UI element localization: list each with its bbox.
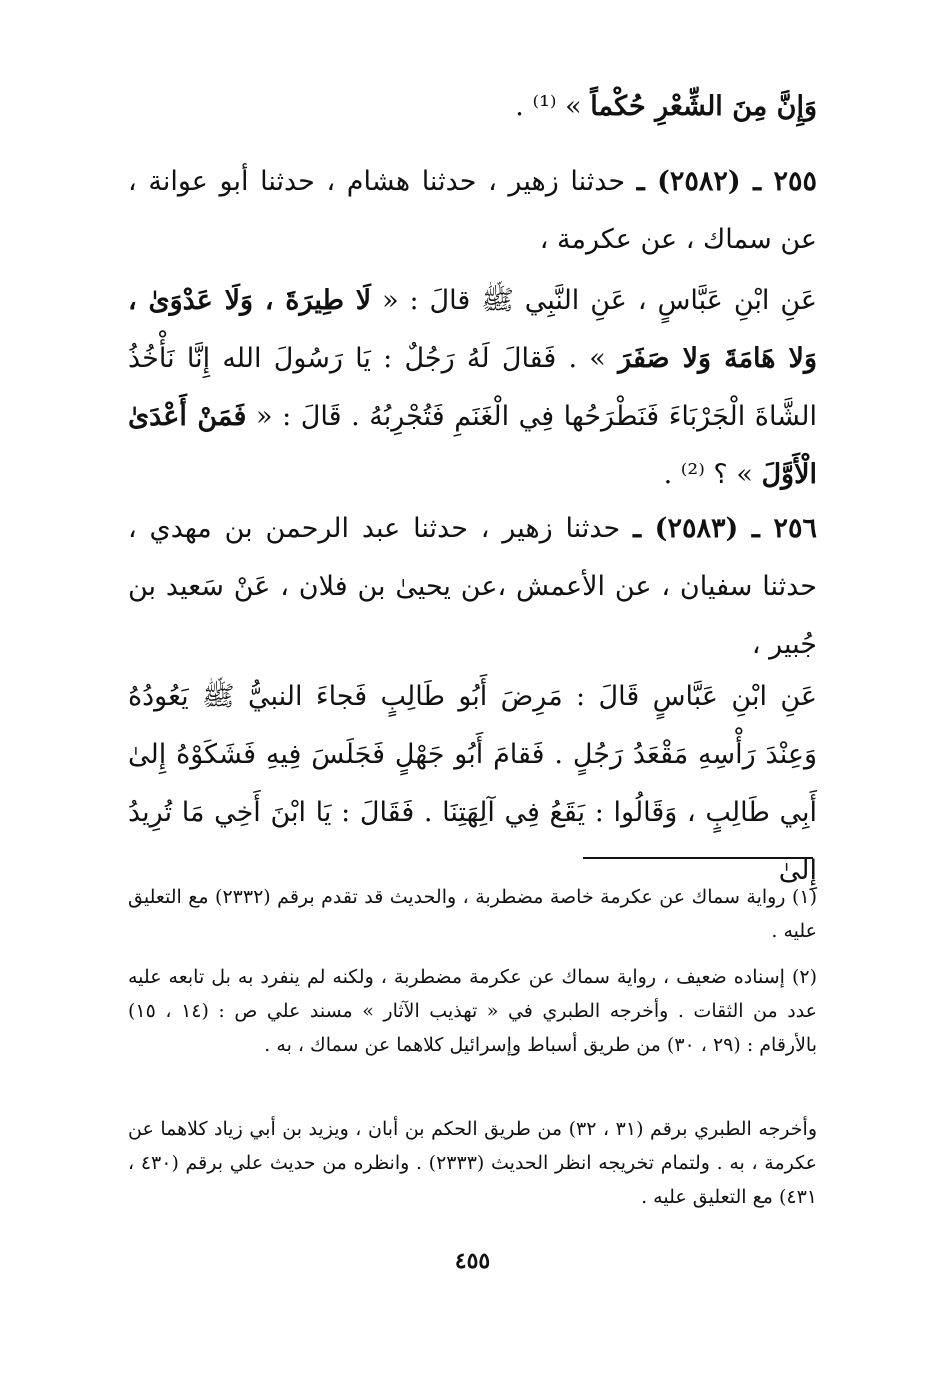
previous-hadith-tail: » ⁽¹⁾ . [515,91,582,122]
hadith-255-text-part-b: » . فَقالَ لَهُ رَجُلٌ : يَا رَسُولَ الله إِنَّا نَأْخُذُ الشَّاةَ الْجَرْبَاءَ فَنَطْرَحُها فِي الْغَنَمِ فَتُجْرِبُهُ . قَالَ : « [128,343,817,432]
hadith-256-number: ٢٥٦ ـ (٢٥٨٣) ـ [633,513,817,544]
hadith-255-number: ٢٥٥ ـ (٢٥٨٢) ـ [636,166,817,197]
poetry-wisdom-quote: وَإِنَّ مِنَ الشِّعْرِ حُكْماً [590,91,817,122]
hadith-255-prophetic-saying-a: لَا طِيرَةَ ، وَلَا عَدْوَىٰ ، وَلا هَامَةَ وَلا صَفَرَ [128,285,817,374]
hadith-255-text-part-c: » ؟ ⁽²⁾ . [663,459,753,490]
footnote-1 [128,880,817,948]
footnote-2 [128,960,817,1062]
footnote-2-continued-text: وأخرجه الطبري برقم (٣١ ، ٣٢) من طريق الحكم بن أبان ، ويزيد بن أبي زياد كلاهما عن عكرمة ، به . ولتمام تخريجه انظر الحديث (٢٣٣٣) . وانظره من حديث علي برقم (٤٣٠ ، ٤٣١) مع التعليق عليه . [128,1118,817,1208]
footnote-1-text: (١) رواية سماك عن عكرمة خاصة مضطربة ، والحديث قد تقدم برقم (٢٣٣٢) مع التعليق عليه . [128,886,817,942]
hadith-255-prophetic-saying-b: فَمَنْ أَعْدَىٰ الْأَوَّلَ [128,401,817,490]
hadith-255-text-part-a: عَنِ ابْنِ عَبَّاسٍ ، عَنِ النَّبِي ﷺ قالَ : « [382,285,817,316]
previous-hadith-ending [128,78,817,136]
page-number: ٤٥٥ [454,1248,491,1274]
hadith-255-chain [128,153,817,269]
hadith-256-chain [128,500,817,674]
hadith-256-isnad: حدثنا زهير ، حدثنا عبد الرحمن بن مهدي ، حدثنا سفيان ، عن الأعمش ،عن يحيىٰ بن فلان ، عَنْ سَعيد بن جُبير ، [128,513,817,660]
hadith-255-text [128,272,817,504]
hadith-256-matn: عَنِ ابْنِ عَبَّاسٍ قَالَ : مَرِضَ أَبُو طَالِبٍ فَجاءَ النبيُّ ﷺ يَعُودُهُ وَعِنْدَ رَأْسِهِ مَقْعَدُ رَجُلٍ . فَقامَ أَبُو جَهْلٍ فَجَلَسَ فِيهِ فَشَكَوْهُ إِلىٰ أَبِي طَالِبٍ ، وَقَالُوا : يَقَعُ فِي آلِهَتِنَا . فَقَالَ : يَا ابْنَ أَخِي مَا تُرِيدُ إِلىٰ [128,681,817,886]
footnote-2-text: (٢) إسناده ضعيف ، رواية سماك عن عكرمة مضطربة ، ولكنه لم ينفرد به بل تابعه عليه عدد من الثقات . وأخرجه الطبري في « تهذيب الآثار » مسند علي ص : (١٤ ، ١٥) بالأرقام : (٢٩ ، ٣٠) من طريق أسباط وإسرائيل كلاهما عن سماك ، به . [128,966,817,1056]
footnote-separator [583,857,813,859]
hadith-255-isnad: حدثنا زهير ، حدثنا هشام ، حدثنا أبو عوانة ، عن سماك ، عن عكرمة ، [128,166,817,255]
hadith-256-text [128,668,817,900]
footnote-2-continued [128,1112,817,1214]
